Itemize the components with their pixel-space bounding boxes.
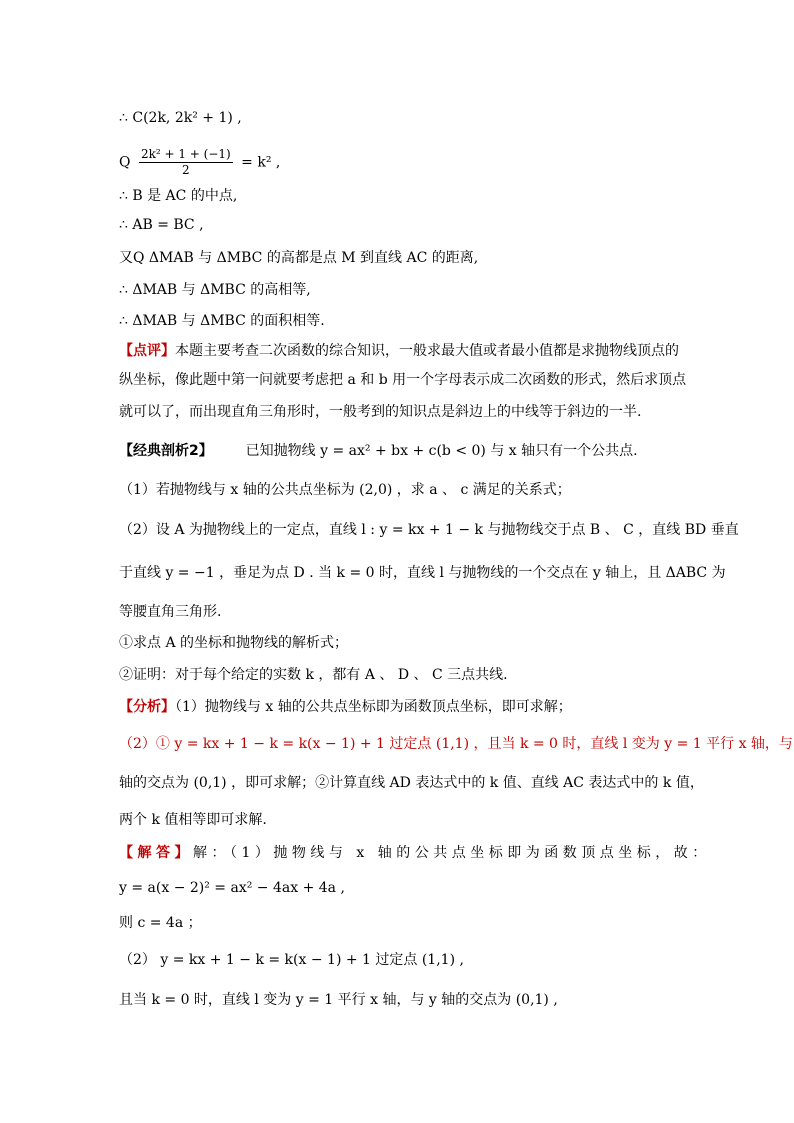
- fraction-denominator: 2: [182, 163, 190, 177]
- line-areas-equal: ∴ ΔMAB 与 ΔMBC 的面积相等.: [119, 313, 325, 329]
- comment-paragraph-line-2: 纵坐标，像此题中第一问就要考虑把 a 和 b 用一个字母表示成二次函数的形式，然后求顶点: [119, 372, 687, 388]
- analysis-heading: 【分析】: [119, 699, 175, 715]
- solution-heading: 【解答】: [119, 845, 193, 861]
- fraction-numerator: 2k² + 1 + (−1): [140, 147, 231, 161]
- question-2-part-1: ①求点 A 的坐标和抛物线的解析式；: [119, 635, 349, 651]
- analysis-line-1: 【分析】（1）抛物线与 x 轴的公共点坐标即为函数顶点坐标，即可求解；: [119, 699, 572, 715]
- line-fraction-equation: Q $\frac{\text{2k² + 1 + (−1)}}{2}$ = k² ,: [119, 147, 281, 177]
- comment-heading: 【点评】: [119, 343, 175, 359]
- analysis-line-3: 轴的交点为 (0,1) ，即可求解；②计算直线 AD 表达式中的 k 值、直线 AC 表达式中的 k 值，: [119, 775, 704, 791]
- comment-paragraph-line-1: 【点评】本题主要考查二次函数的综合知识，一般求最大值或者最小值都是求抛物线顶点的: [119, 343, 679, 359]
- solution-line-4: （2） y = kx + 1 − k = k(x − 1) + 1 过定点 (1,1) ,: [119, 952, 464, 968]
- fraction: [139, 147, 233, 178]
- analysis-line-2: （2）① y = kx + 1 − k = k(x − 1) + 1 过定点 (1,1) ，且当 k = 0 时，直线 l 变为 y = 1 平行 x 轴，与: [119, 736, 793, 752]
- line-heights-equal: ∴ ΔMAB 与 ΔMBC 的高相等,: [119, 282, 311, 298]
- example-heading: 【经典剖析2】: [119, 443, 213, 459]
- solution-line-2: y = a(x − 2)² = ax² − 4ax + 4a ,: [119, 880, 345, 896]
- line-height-reason: 又Q ΔMAB 与 ΔMBC 的高都是点 M 到直线 AC 的距离,: [119, 250, 479, 266]
- example-2-line: 【经典剖析2】 已知抛物线 y = ax² + bx + c(b < 0) 与 x 轴只有一个公共点.: [119, 443, 638, 459]
- comment-paragraph-line-3: 就可以了，而出现直角三角形时，一般考到的知识点是斜边上的中线等于斜边的一半.: [119, 404, 642, 420]
- line-point-c: ∴ C(2k, 2k² + 1) ,: [119, 110, 242, 126]
- solution-line-3: 则 c = 4a ；: [119, 915, 202, 931]
- question-2-line-1: （2）设 A 为抛物线上的一定点，直线 l : y = kx + 1 − k 与抛物线交于点 B 、 C ，直线 BD 垂直: [119, 522, 739, 538]
- question-2-line-3: 等腰直角三角形.: [119, 604, 222, 620]
- question-1: （1）若抛物线与 x 轴的公共点坐标为 (2,0) ，求 a 、 c 满足的关系式；: [119, 482, 571, 498]
- question-2-line-2: 于直线 y = −1 ，垂足为点 D . 当 k = 0 时，直线 l 与抛物线的一个交点在 y 轴上，且 ΔABC 为: [119, 565, 726, 581]
- line-midpoint: ∴ B 是 AC 的中点,: [119, 188, 238, 204]
- solution-line-1: 【解答】解：（1）抛物线与 x 轴的公共点坐标即为函数顶点坐标，故：: [119, 845, 711, 861]
- solution-line-5: 且当 k = 0 时，直线 l 变为 y = 1 平行 x 轴，与 y 轴的交点为 (0,1) ,: [119, 992, 558, 1008]
- line-ab-equals-bc: ∴ AB = BC ,: [119, 217, 204, 233]
- question-2-part-2: ②证明：对于每个给定的实数 k ，都有 A 、 D 、 C 三点共线.: [119, 667, 508, 683]
- analysis-line-4: 两个 k 值相等即可求解.: [119, 812, 267, 828]
